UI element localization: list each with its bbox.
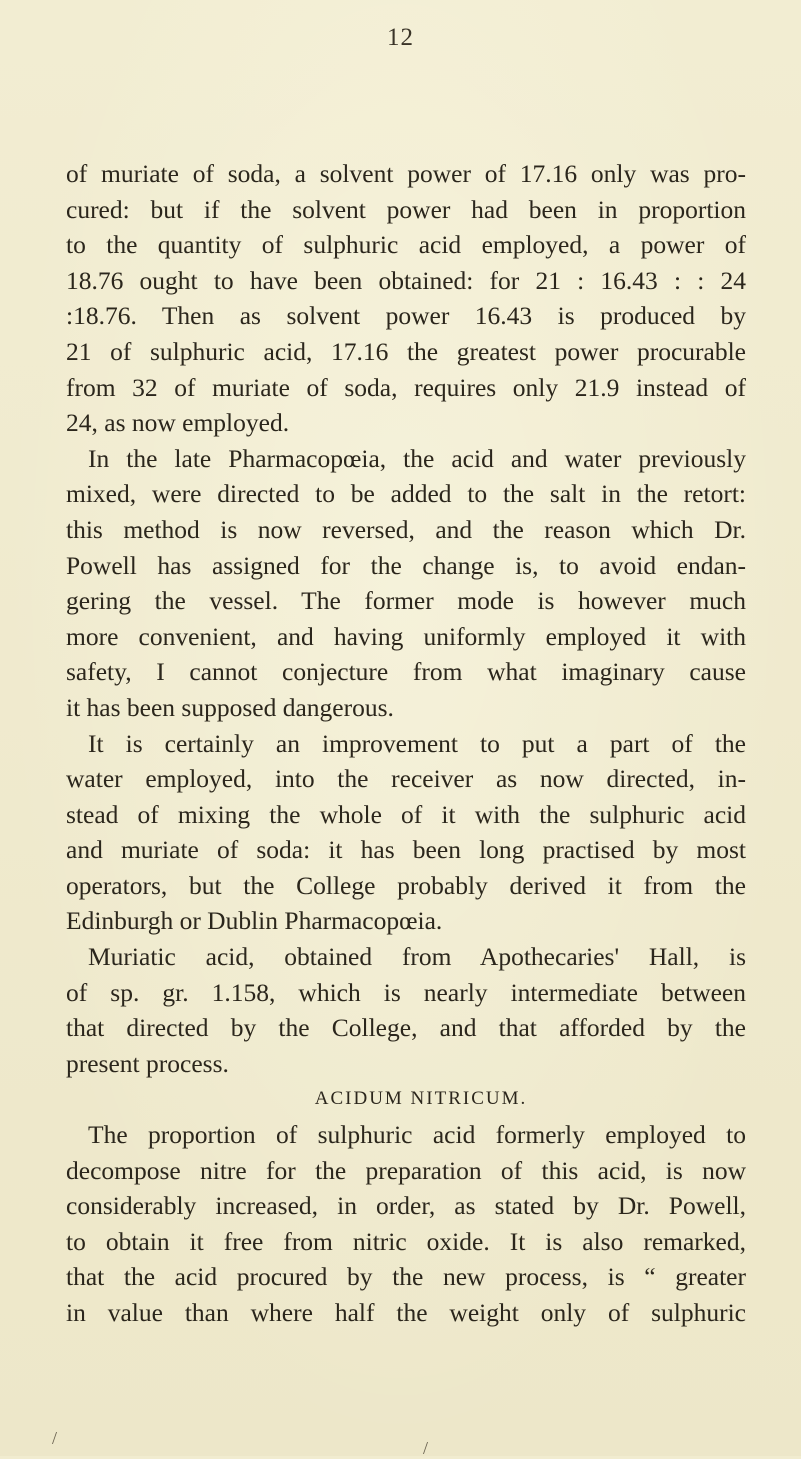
text-line: Muriatic acid, obtained from Apothecaries' Hall, is — [88, 942, 746, 972]
text-line: this method is now reversed, and the reason which Dr. — [66, 514, 746, 544]
text-line: to obtain it free from nitric oxide. It is also remarked, — [66, 1226, 746, 1256]
text-line: Edinburgh or Dublin Pharmacopœia. — [66, 906, 443, 936]
text-line: and muriate of soda: it has been long practised by most — [66, 835, 746, 865]
stray-mark: / — [52, 1428, 58, 1448]
text-line: of sp. gr. 1.158, which is nearly intermediate between — [66, 977, 746, 1007]
body-text — [66, 156, 746, 1331]
page-number: 12 — [387, 24, 414, 51]
text-line: present process. — [66, 1048, 229, 1078]
text-line: In the late Pharmacopœia, the acid and water previously — [88, 443, 746, 473]
text-line: gering the vessel. The former mode is however much — [66, 586, 746, 616]
text-line: 21 of sulphuric acid, 17.16 the greatest power procurable — [66, 336, 746, 366]
stray-mark: / — [423, 1438, 429, 1458]
text-line: that the acid procured by the new process, is “ greater — [66, 1262, 746, 1292]
text-line: safety, I cannot conjecture from what imaginary cause — [66, 657, 746, 687]
text-line: :18.76. Then as solvent power 16.43 is produced by — [66, 301, 746, 331]
text-line: of muriate of soda, a solvent power of 17.16 only was pro- — [66, 159, 746, 188]
text-line: stead of mixing the whole of it with the sulphuric acid — [66, 799, 746, 829]
text-line: to the quantity of sulphuric acid employed, a power of — [66, 230, 746, 260]
section-heading: ACIDUM NITRICUM. — [314, 1088, 528, 1110]
text-line: it has been supposed dangerous. — [66, 692, 394, 722]
text-line: that directed by the College, and that afforded by the — [66, 1013, 746, 1043]
text-line: 18.76 ought to have been obtained: for 21 : 16.43 : : 24 — [66, 265, 746, 295]
text-line: It is certainly an improvement to put a part of the — [88, 728, 746, 758]
text-line: The proportion of sulphuric acid formerly employed to — [88, 1120, 746, 1150]
text-line: in value than where half the weight only of sulphuric — [66, 1298, 746, 1327]
text-line: from 32 of muriate of soda, requires only 21.9 instead of — [66, 372, 746, 402]
text-line: decompose nitre for the preparation of this acid, is now — [66, 1155, 746, 1185]
text-line: more convenient, and having uniformly employed it with — [66, 621, 746, 651]
text-line: cured: but if the solvent power had been in proportion — [66, 194, 746, 224]
text-line: Powell has assigned for the change is, to avoid endan- — [66, 550, 746, 580]
text-line: mixed, were directed to be added to the salt in the retort: — [66, 479, 746, 509]
text-line: 24, as now employed. — [66, 408, 290, 438]
text-line: operators, but the College probably derived it from the — [66, 870, 746, 900]
text-line: considerably increased, in order, as stated by Dr. Powell, — [66, 1191, 746, 1221]
text-line: water employed, into the receiver as now directed, in- — [66, 764, 746, 794]
